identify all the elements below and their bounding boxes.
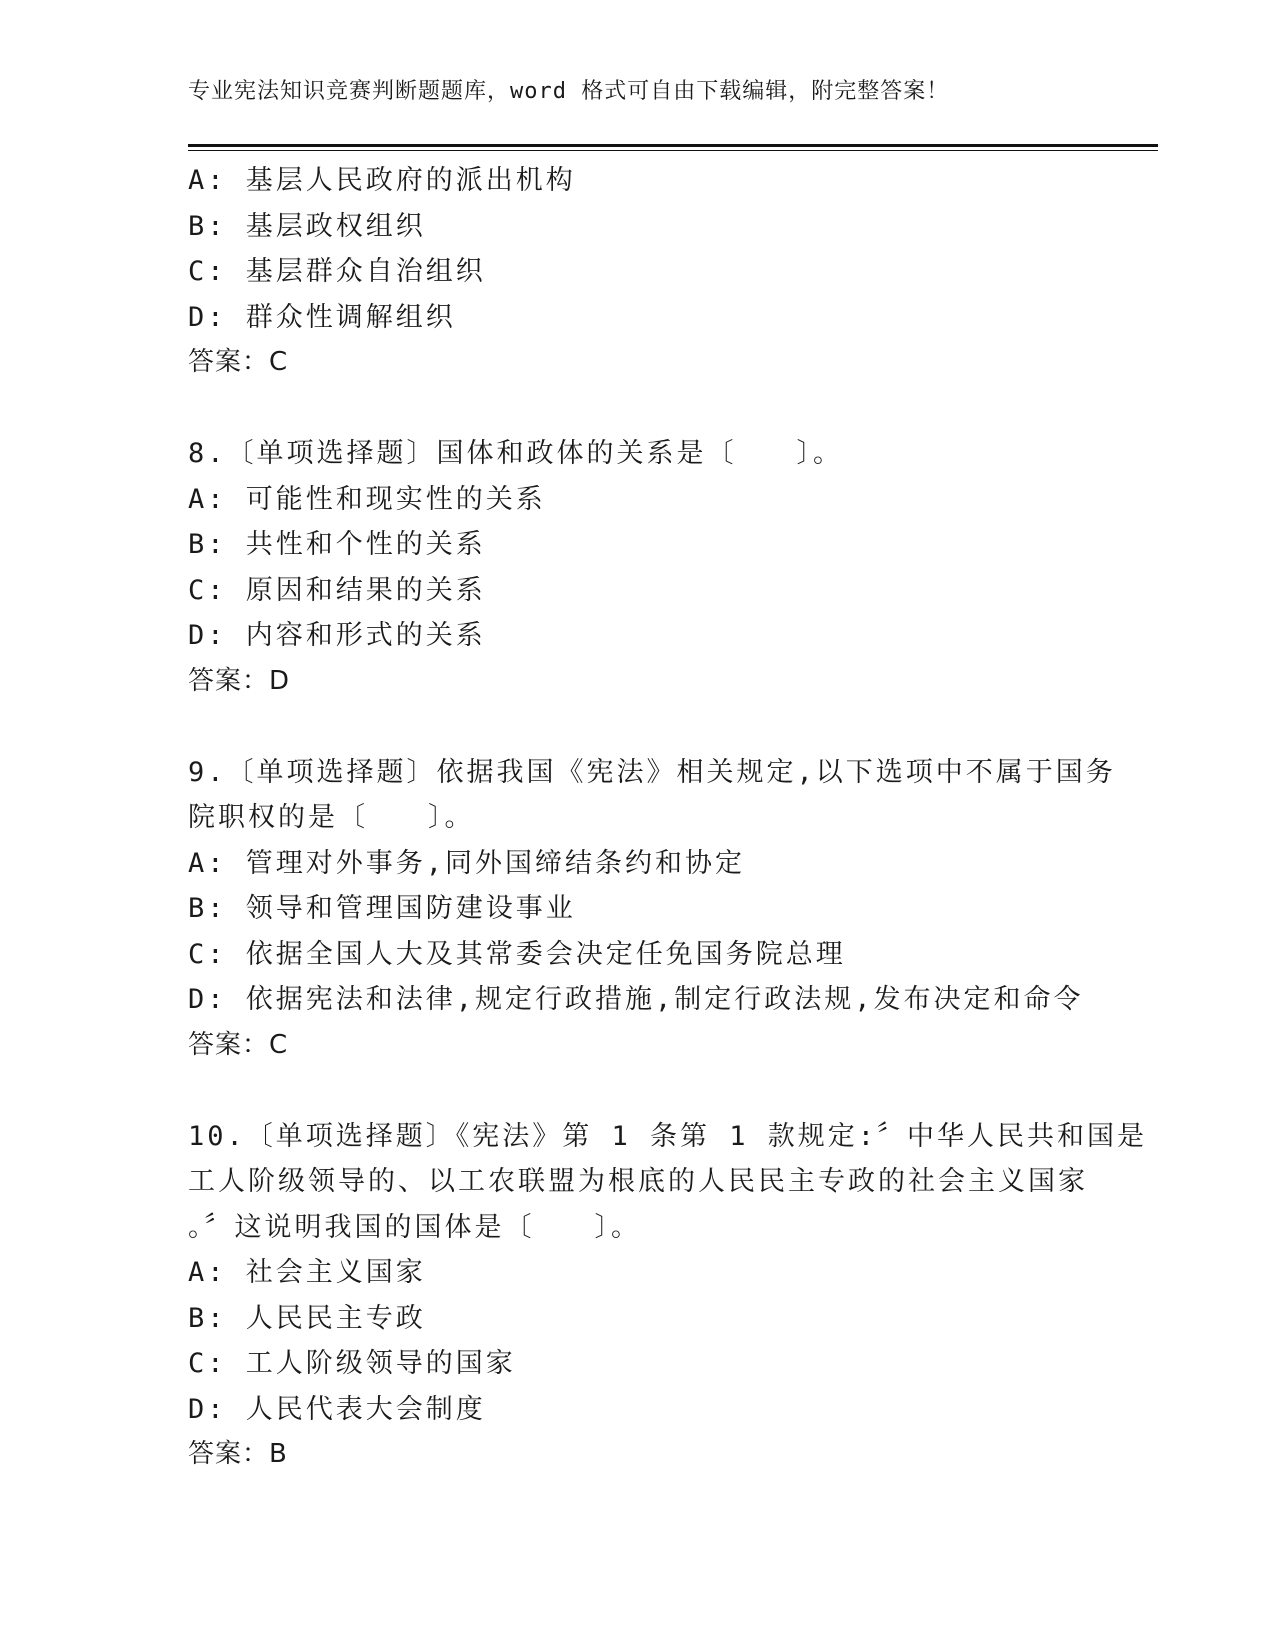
question-stem-continued: 工人阶级领导的、以工农联盟为根底的人民民主专政的社会主义国家 bbox=[188, 1166, 1088, 1197]
spacer bbox=[188, 704, 1088, 750]
option-b: B: 领导和管理国防建设事业 bbox=[188, 893, 576, 924]
question-7-block bbox=[188, 158, 1088, 386]
answer: 答案：C bbox=[188, 347, 289, 377]
answer: 答案：D bbox=[188, 665, 291, 696]
question-stem-continued: 院职权的是〔 〕。 bbox=[188, 802, 475, 833]
option-c: C: 依据全国人大及其常委会决定任免国务院总理 bbox=[188, 938, 846, 970]
spacer bbox=[188, 386, 1088, 432]
option-c: C: 工人阶级领导的国家 bbox=[188, 1348, 516, 1379]
question-stem-continued: 。〞这说明我国的国体是〔 〕。 bbox=[188, 1211, 641, 1243]
question-stem: 9.〔单项选择题〕依据我国《宪法》相关规定,以下选项中不属于国务 bbox=[188, 756, 1116, 788]
option-b: B: 基层政权组织 bbox=[188, 210, 426, 242]
option-a: A: 可能性和现实性的关系 bbox=[188, 483, 546, 515]
option-c: C: 基层群众自治组织 bbox=[188, 256, 486, 287]
option-a: A: 管理对外事务,同外国缔结条约和协定 bbox=[188, 847, 746, 879]
answer: 答案：B bbox=[188, 1439, 288, 1469]
option-a: A: 社会主义国家 bbox=[188, 1257, 426, 1288]
option-b: B: 共性和个性的关系 bbox=[188, 529, 486, 560]
option-d: D: 群众性调解组织 bbox=[188, 301, 456, 333]
page-header: 专业宪法知识竞赛判断题题库，word 格式可自由下载编辑，附完整答案！ bbox=[188, 79, 950, 104]
header-rule-thick bbox=[188, 144, 1158, 147]
option-c: C: 原因和结果的关系 bbox=[188, 574, 486, 606]
option-a: A: 基层人民政府的派出机构 bbox=[188, 165, 576, 196]
option-d: D: 依据宪法和法律,规定行政措施,制定行政法规,发布决定和命令 bbox=[188, 984, 1084, 1015]
option-b: B: 人民民主专政 bbox=[188, 1302, 426, 1334]
question-8-block bbox=[188, 431, 1088, 704]
question-10-block bbox=[188, 1114, 1148, 1478]
question-content bbox=[188, 158, 1148, 1478]
question-9-block bbox=[188, 750, 1116, 1069]
option-d: D: 人民代表大会制度 bbox=[188, 1393, 486, 1425]
answer: 答案：C bbox=[188, 1029, 289, 1060]
question-stem: 8.〔单项选择题〕国体和政体的关系是〔 〕。 bbox=[188, 438, 844, 469]
option-d: D: 内容和形式的关系 bbox=[188, 620, 486, 651]
question-stem: 10.〔单项选择题〕《宪法》第 1 条第 1 款规定:〞中华人民共和国是 bbox=[188, 1120, 1148, 1152]
spacer bbox=[188, 1068, 1088, 1114]
header-rule-thin bbox=[188, 150, 1158, 151]
